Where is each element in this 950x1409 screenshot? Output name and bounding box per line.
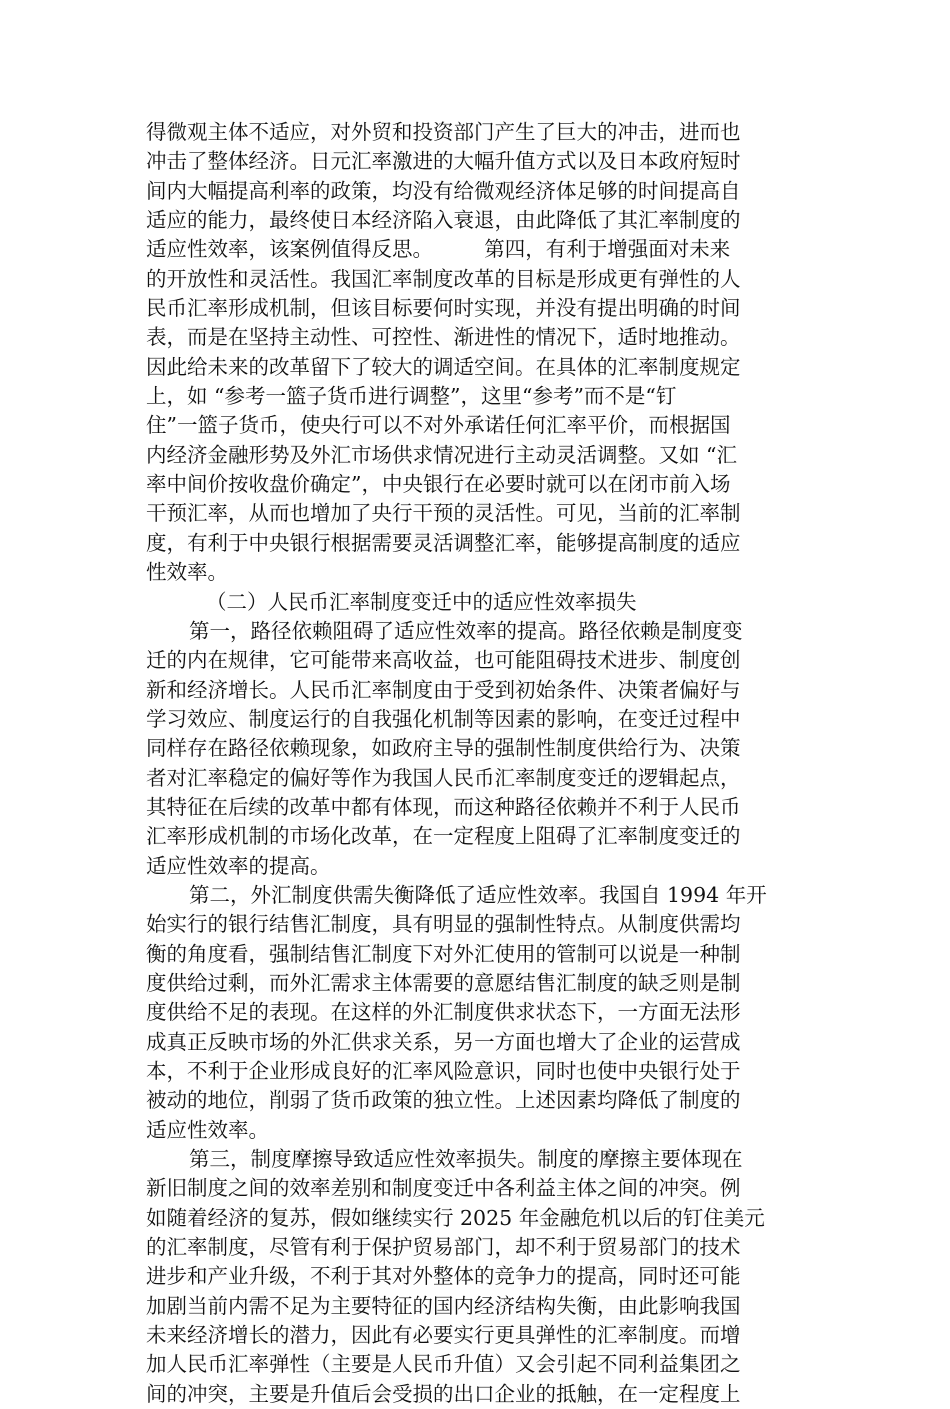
text-line: 度供给过剩，而外汇需求主体需要的意愿结售汇制度的缺乏则是制 <box>146 970 741 995</box>
text-line: 冲击了整体经济。日元汇率激进的大幅升值方式以及日本政府短时 <box>146 149 741 174</box>
text-line: 适应性效率的提高。 <box>146 853 331 878</box>
paragraph-first-line: 第一，路径依赖阻碍了适应性效率的提高。路径依赖是制度变 <box>189 618 743 643</box>
text-line: 的汇率制度，尽管有利于保护贸易部门，却不利于贸易部门的技术 <box>146 1235 741 1260</box>
text-line: 民币汇率形成机制，但该目标要何时实现，并没有提出明确的时间 <box>146 296 741 321</box>
text-line: 干预汇率，从而也增加了央行干预的灵活性。可见，当前的汇率制 <box>146 501 741 526</box>
text-line: 汇率形成机制的市场化改革，在一定程度上阻碍了汇率制度变迁的 <box>146 824 741 849</box>
text-line: 迁的内在规律，它可能带来高收益，也可能阻碍技术进步、制度创 <box>146 648 741 673</box>
text-line: 新和经济增长。人民币汇率制度由于受到初始条件、决策者偏好与 <box>146 677 741 702</box>
text-line: 学习效应、制度运行的自我强化机制等因素的影响，在变迁过程中 <box>146 706 741 731</box>
text-line: 适应的能力，最终使日本经济陷入衰退，由此降低了其汇率制度的 <box>146 208 741 233</box>
paragraph-first-line: 第二，外汇制度供需失衡降低了适应性效率。我国自 1994 年开 <box>189 882 767 907</box>
text-line: 得微观主体不适应，对外贸和投资部门产生了巨大的冲击，进而也 <box>146 120 741 144</box>
text-line: 适应性效率。 <box>146 1117 269 1142</box>
text-line: 上，如 “参考一篮子货币进行调整”，这里“参考”而不是“钉 <box>146 384 677 409</box>
text-line: 间内大幅提高利率的政策，均没有给微观经济体足够的时间提高自 <box>146 178 741 203</box>
text-line: 间的冲突，主要是升值后会受损的出口企业的抵触，在一定程度上 <box>146 1381 741 1406</box>
text-line: 同样存在路径依赖现象，如政府主导的强制性制度供给行为、决策 <box>146 736 741 761</box>
text-line: 表，而是在坚持主动性、可控性、渐进性的情况下，适时地推动。 <box>146 325 741 350</box>
text-line: 加剧当前内需不足为主要特征的国内经济结构失衡，由此影响我国 <box>146 1293 741 1318</box>
text-line: 其特征在后续的改革中都有体现，而这种路径依赖并不利于人民币 <box>146 794 741 819</box>
text-line: 者对汇率稳定的偏好等作为我国人民币汇率制度变迁的逻辑起点， <box>146 765 741 790</box>
text-line: 住”一篮子货币，使央行可以不对外承诺任何汇率平价，而根据国 <box>146 413 731 438</box>
text-line: 加人民币汇率弹性（主要是人民币升值）又会引起不同利益集团之 <box>146 1352 741 1377</box>
text-line: 性效率。 <box>146 560 228 585</box>
paragraph-first-line: 第三，制度摩擦导致适应性效率损失。制度的摩擦主要体现在 <box>189 1147 743 1172</box>
text-line: 度，有利于中央银行根据需要灵活调整汇率，能够提高制度的适应 <box>146 530 741 555</box>
text-line: 适应性效率，该案例值得反思。 第四，有利于增强面对未来 <box>146 237 731 262</box>
text-line: 本，不利于企业形成良好的汇率风险意识，同时也使中央银行处于 <box>146 1059 741 1083</box>
section-heading: （二）人民币汇率制度变迁中的适应性效率损失 <box>206 589 637 614</box>
text-line: 度供给不足的表现。在这样的外汇制度供求状态下，一方面无法形 <box>146 1000 741 1025</box>
text-line: 成真正反映市场的外汇供求关系，另一方面也增大了企业的运营成 <box>146 1029 741 1054</box>
text-line: 进步和产业升级，不利于其对外整体的竞争力的提高，同时还可能 <box>146 1264 741 1289</box>
text-line: 因此给未来的改革留下了较大的调适空间。在具体的汇率制度规定 <box>146 354 741 379</box>
text-line: 始实行的银行结售汇制度，具有明显的强制性特点。从制度供需均 <box>146 912 741 937</box>
text-line: 内经济金融形势及外汇市场供求情况进行主动灵活调整。又如 “汇 <box>146 442 737 467</box>
text-line: 率中间价按收盘价确定”，中央银行在必要时就可以在闭市前入场 <box>146 472 731 497</box>
text-line: 衡的角度看，强制结售汇制度下对外汇使用的管制可以说是一种制 <box>146 941 741 966</box>
text-line: 如随着经济的复苏，假如继续实行 2025 年金融危机以后的钉住美元 <box>146 1205 765 1230</box>
text-line: 的开放性和灵活性。我国汇率制度改革的目标是形成更有弹性的人 <box>146 266 741 291</box>
text-line: 被动的地位，削弱了货币政策的独立性。上述因素均降低了制度的 <box>146 1088 741 1113</box>
text-line: 新旧制度之间的效率差别和制度变迁中各利益主体之间的冲突。例 <box>146 1176 741 1201</box>
document-body <box>146 118 805 1409</box>
text-line: 未来经济增长的潜力，因此有必要实行更具弹性的汇率制度。而增 <box>146 1323 741 1348</box>
